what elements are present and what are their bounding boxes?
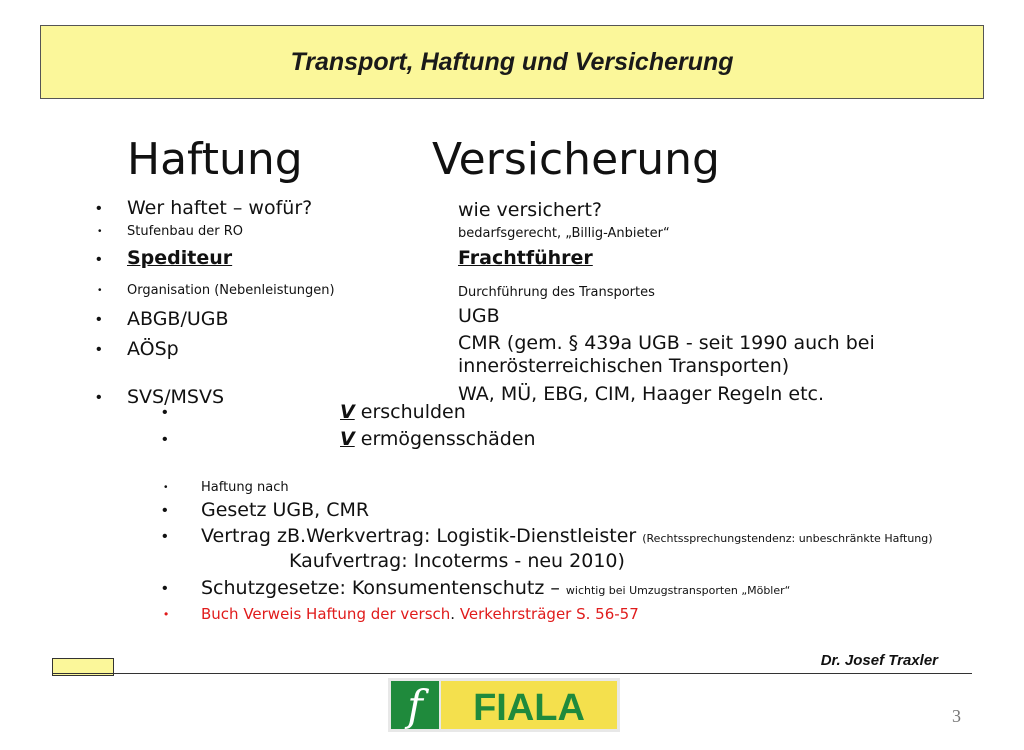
v-letter: V (340, 401, 355, 423)
right-item-2: bedarfsgerecht, „Billig-Anbieter“ (458, 226, 670, 241)
vertrag-note: (Rechtssprechungstendenz: unbeschränkte Haftung) (642, 532, 933, 545)
bullet-icon: • (96, 251, 102, 268)
bullet-icon: • (162, 528, 168, 545)
left-item-4: Organisation (Nebenleistungen) (127, 283, 335, 298)
bullet-icon: • (164, 482, 168, 493)
bullet-icon: • (164, 607, 169, 621)
author-name: Dr. Josef Traxler (820, 652, 938, 669)
bullet-icon: • (98, 285, 102, 296)
left-item-1: Wer haftet – wofür? (127, 197, 313, 219)
kaufvertrag-item: Kaufvertrag: Incoterms - neu 2010) (289, 550, 625, 572)
vertrag-item (201, 525, 933, 547)
bullet-icon: • (96, 341, 102, 358)
slide-title: Transport, Haftung und Versicherung (290, 47, 734, 76)
buch-text-1: Buch Verweis Haftung der versch (201, 605, 451, 623)
logo-text: FIALA (473, 687, 585, 729)
schutzgesetze-item (201, 577, 790, 599)
right-item-8: WA, MÜ, EBG, CIM, Haager Regeln etc. (458, 383, 825, 405)
title-box (40, 25, 984, 99)
ermoegensschaeden-text: ermögensschäden (354, 428, 536, 450)
left-item-3: Spediteur (127, 247, 233, 269)
logo-letter: f (407, 681, 423, 730)
bullet-icon: • (98, 226, 102, 237)
right-item-5: UGB (458, 305, 500, 327)
left-item-5: ABGB/UGB (127, 308, 229, 330)
bullet-icon: • (162, 580, 168, 597)
schutz-text: Schutzgesetze: Konsumentenschutz – (201, 577, 566, 599)
v-ermoegensschaeden (340, 428, 536, 450)
buch-dot: . (450, 605, 456, 623)
v-letter: V (340, 428, 355, 450)
buch-text-2: Verkehrsträger S. 56-57 (455, 605, 639, 623)
heading-versicherung: Versicherung (432, 134, 720, 185)
bullet-icon: • (162, 502, 168, 519)
right-item-6: CMR (gem. § 439a UGB - seit 1990 auch bei (458, 332, 875, 354)
gesetz-item: Gesetz UGB, CMR (201, 499, 370, 521)
bullet-icon: • (162, 404, 168, 421)
bullet-icon: • (162, 431, 168, 448)
right-item-7: innerösterreichischen Transporten) (458, 355, 790, 377)
left-item-2: Stufenbau der RO (127, 224, 243, 239)
bullet-icon: • (96, 389, 102, 406)
schutz-note: wichtig bei Umzugstransporten „Möbler“ (565, 584, 791, 597)
erschulden-text: erschulden (354, 401, 466, 423)
right-item-1: wie versichert? (458, 199, 602, 221)
bullet-icon: • (96, 311, 102, 328)
page-number: 3 (952, 706, 961, 726)
footer-divider (52, 673, 972, 674)
v-erschulden (340, 401, 466, 423)
left-item-7: SVS/MSVS (127, 386, 225, 408)
haftung-nach: Haftung nach (201, 480, 289, 495)
bullet-icon: • (96, 200, 102, 217)
buch-verweis (201, 605, 639, 623)
fiala-logo (388, 678, 620, 732)
heading-haftung: Haftung (127, 134, 303, 185)
right-item-3: Frachtführer (458, 247, 593, 269)
left-item-6: AÖSp (127, 338, 179, 360)
vertrag-text: Vertrag zB.Werkvertrag: Logistik-Dienstleister (201, 525, 643, 547)
right-item-4: Durchführung des Transportes (458, 285, 655, 300)
